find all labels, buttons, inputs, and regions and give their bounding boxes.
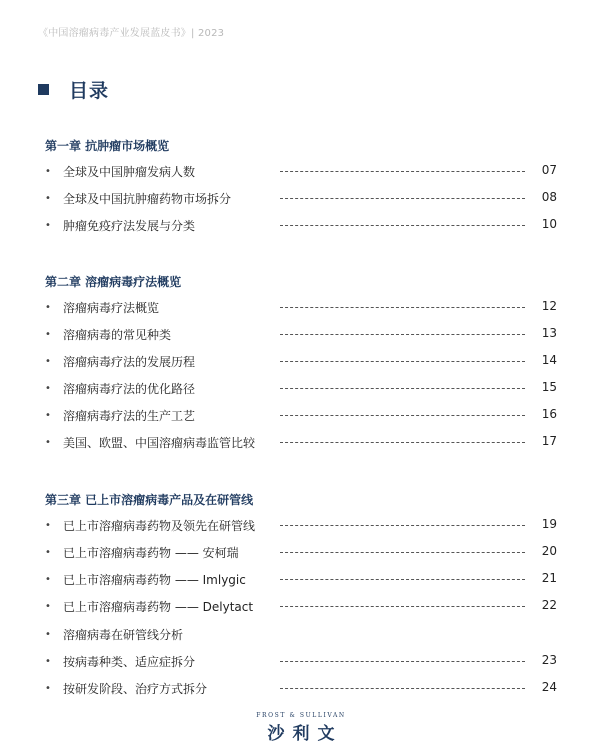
toc-entry-label: 已上市溶瘤病毒药物 —— Imlygic [63,572,246,587]
bullet-icon: • [45,682,51,694]
dotted-leader [280,661,525,662]
toc-entry-label: 溶瘤病毒疗法的优化路径 [63,381,196,396]
toc-entry-page: 21 [541,571,557,585]
toc-entry[interactable] [45,651,557,671]
toc-entry-label: 肿瘤免疫疗法发展与分类 [63,218,196,233]
toc-entry-label: 全球及中国抗肿瘤药物市场拆分 [63,191,232,206]
toc-entry-label: 溶瘤病毒疗法概览 [63,300,160,315]
toc-entry[interactable] [45,405,557,425]
toc-entry[interactable] [45,569,557,589]
toc-entry-page: 20 [541,544,557,558]
dotted-leader [280,415,525,416]
bullet-icon: • [45,165,51,177]
bullet-icon: • [45,328,51,340]
toc-entry[interactable] [45,161,557,181]
toc-entry-label: 溶瘤病毒疗法的发展历程 [63,354,196,369]
dotted-leader [280,361,525,362]
toc-entry-page: 10 [541,217,557,231]
toc-entry-label: 已上市溶瘤病毒药物 —— Delytact [63,599,254,614]
toc-entry-label: 全球及中国肿瘤发病人数 [63,164,196,179]
toc-entry[interactable] [45,297,557,317]
toc-entry-page: 22 [541,598,557,612]
bullet-icon: • [45,655,51,667]
toc-entry[interactable] [45,215,557,235]
chapter-3-title: 第三章 已上市溶瘤病毒产品及在研管线 [45,493,254,507]
toc-entry[interactable] [45,378,557,398]
toc-entry[interactable] [45,351,557,371]
toc-entry-label: 美国、欧盟、中国溶瘤病毒监管比较 [63,435,256,450]
dotted-leader [280,525,525,526]
toc-entry-page: 13 [541,326,557,340]
bullet-icon: • [45,192,51,204]
bullet-icon: • [45,600,51,612]
toc-entry[interactable] [45,596,557,616]
chapter-2-title: 第二章 溶瘤病毒疗法概览 [45,275,182,289]
toc-entry-page: 07 [541,163,557,177]
dotted-leader [280,552,525,553]
toc-title: 目录 [69,80,110,102]
toc-entry-label: 按研发阶段、治疗方式拆分 [63,681,208,696]
brand-chinese: 沙利文 [267,724,343,744]
toc-entry[interactable] [45,624,557,644]
brand-english: FROST & SULLIVAN [256,712,346,719]
dotted-leader [280,307,525,308]
toc-entry-label: 溶瘤病毒在研管线分析 [63,627,184,642]
toc-entry-page: 15 [541,380,557,394]
toc-heading [38,76,109,103]
dotted-leader [280,442,525,443]
toc-entry-page: 14 [541,353,557,367]
toc-entry-page: 08 [541,190,557,204]
bullet-icon: • [45,355,51,367]
bullet-icon: • [45,546,51,558]
bullet-icon: • [45,519,51,531]
toc-entry[interactable] [45,324,557,344]
square-bullet-icon [38,84,49,95]
chapter-1-title: 第一章 抗肿瘤市场概览 [45,139,170,153]
toc-entry-page: 23 [541,653,557,667]
bullet-icon: • [45,301,51,313]
toc-entry[interactable] [45,542,557,562]
toc-entry-label: 已上市溶瘤病毒药物 —— 安柯瑞 [63,545,239,560]
bullet-icon: • [45,382,51,394]
bullet-icon: • [45,219,51,231]
dotted-leader [280,171,525,172]
bullet-icon: • [45,573,51,585]
toc-entry-page: 24 [541,680,557,694]
toc-entry-label: 溶瘤病毒的常见种类 [63,327,172,342]
toc-entry-page: 12 [541,299,557,313]
toc-entry-page: 16 [541,407,557,421]
bullet-icon: • [45,628,51,640]
toc-entry[interactable] [45,188,557,208]
toc-entry[interactable] [45,432,557,452]
toc-entry[interactable] [45,678,557,698]
toc-entry-page: 17 [541,434,557,448]
toc-entry-label: 按病毒种类、适应症拆分 [63,654,196,669]
bullet-icon: • [45,436,51,448]
dotted-leader [280,388,525,389]
dotted-leader [280,688,525,689]
toc-entry-label: 已上市溶瘤病毒药物及领先在研管线 [63,518,256,533]
dotted-leader [280,579,525,580]
toc-entry-label: 溶瘤病毒疗法的生产工艺 [63,408,196,423]
footer-logo [0,712,602,744]
bullet-icon: • [45,409,51,421]
document-header: 《中国溶瘤病毒产业发展蓝皮书》| 2023 [38,28,225,39]
dotted-leader [280,198,525,199]
dotted-leader [280,606,525,607]
dotted-leader [280,334,525,335]
toc-entry[interactable] [45,515,557,535]
toc-entry-page: 19 [541,517,557,531]
dotted-leader [280,225,525,226]
